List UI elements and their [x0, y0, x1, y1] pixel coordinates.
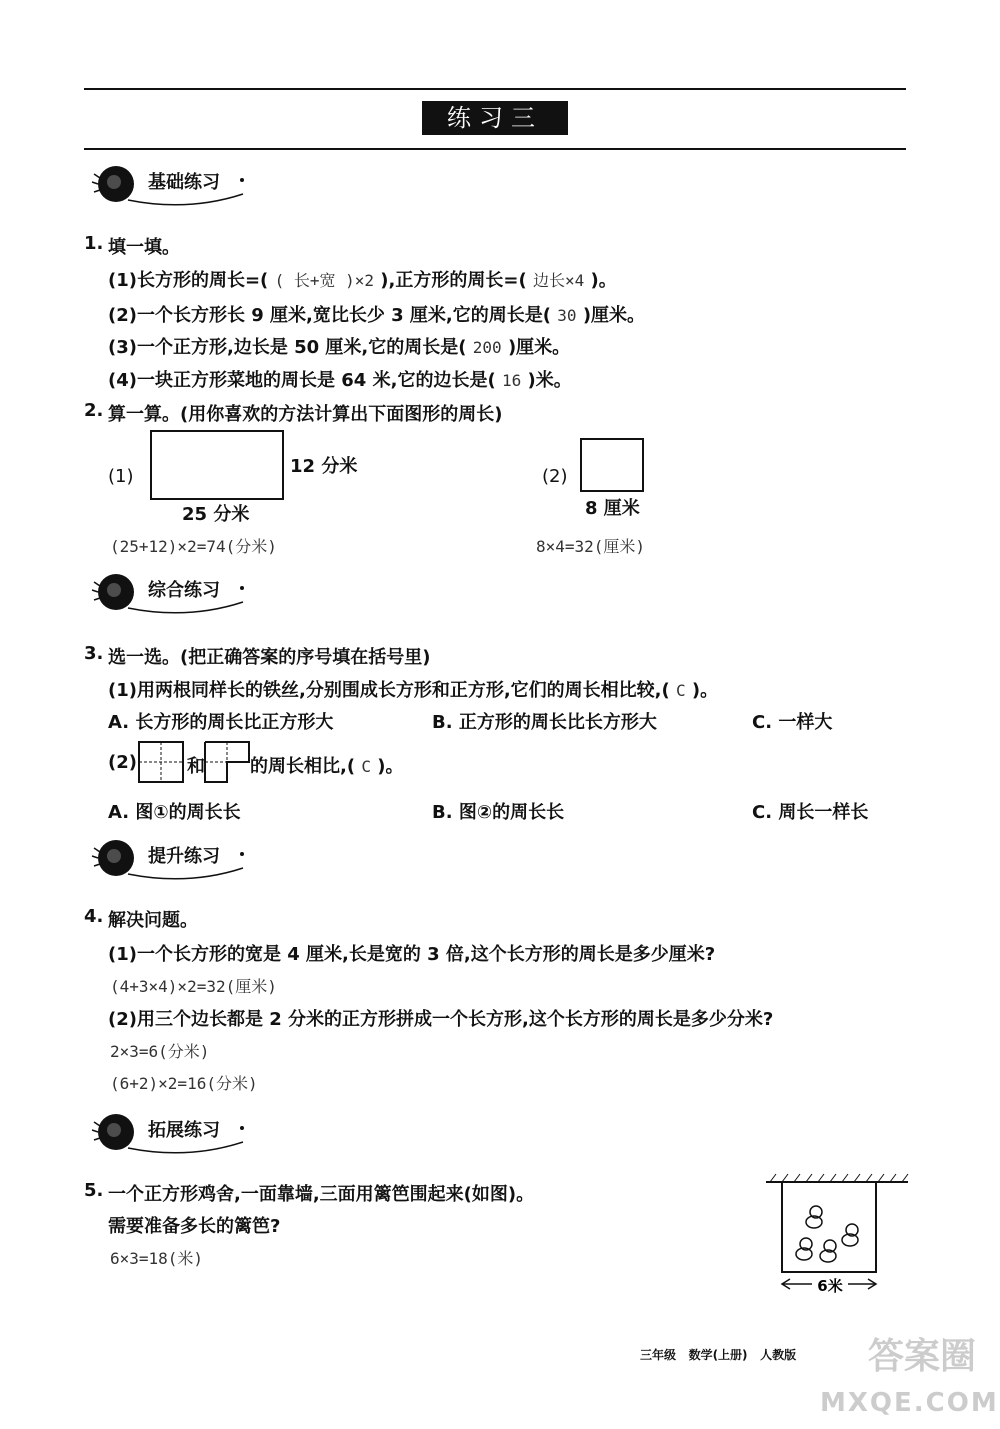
watermark-url: MXQE.COM	[820, 1388, 999, 1418]
title-rule	[84, 148, 906, 150]
chicken-coop-figure	[762, 1172, 912, 1302]
q3-p2-label: (2)	[108, 752, 137, 773]
section-header-improve	[88, 834, 258, 884]
q1-l2-text-a: (2)一个长方形长 9 厘米,宽比长少 3 厘米,它的周长是(	[108, 305, 551, 326]
sun-icon	[98, 840, 134, 876]
q1-l4-text-c: )米。	[527, 370, 572, 391]
top-rule	[84, 88, 906, 90]
q1-l1-text-a: (1)长方形的周长=(	[108, 270, 269, 291]
q2-fig1-answer: (25+12)×2=74(分米)	[110, 537, 277, 556]
q5-line-2: 需要准备多长的篱笆?	[108, 1216, 281, 1237]
q3-title: 选一选。(把正确答案的序号填在括号里)	[108, 647, 431, 668]
q3-part-2	[250, 752, 404, 778]
q3-p2-option-a: A. 图①的周长长	[108, 802, 241, 823]
q1-l1-text-b: ),正方形的周长=(	[380, 270, 527, 291]
section-header-extend	[88, 1108, 258, 1158]
q1-number: 1.	[84, 233, 104, 254]
page-title: 练习三	[422, 101, 568, 135]
q2-fig1-bottom-label: 25 分米	[182, 504, 250, 525]
q2-number: 2.	[84, 400, 104, 421]
q3-p2-answer: C	[361, 757, 371, 776]
q2-fig2-bottom-label: 8 厘米	[585, 498, 640, 519]
q3-part-1	[108, 676, 718, 702]
q1-l3-text-a: (3)一个正方形,边长是 50 厘米,它的周长是(	[108, 337, 467, 358]
q3-p2-option-b: B. 图②的周长长	[432, 802, 565, 823]
dot-icon	[240, 178, 244, 182]
footer-grade: 三年级	[640, 1348, 677, 1362]
q3-p2-option-c: C. 周长一样长	[752, 802, 869, 823]
dot-icon	[240, 586, 244, 590]
q3-p1-option-a: A. 长方形的周长比正方形大	[108, 712, 334, 733]
q2-fig1-label: (1)	[108, 466, 134, 487]
q2-fig1-side-label: 12 分米	[290, 456, 358, 477]
q3-p2-text: 的周长相比,(	[250, 756, 356, 777]
q1-l4-number: 64	[341, 370, 367, 391]
q4-part-1: (1)一个长方形的宽是 4 厘米,长是宽的 3 倍,这个长方形的周长是多少厘米?	[108, 944, 716, 965]
q2-title: 算一算。(用你喜欢的方法计算出下面图形的周长)	[108, 404, 503, 425]
sun-icon	[98, 574, 134, 610]
dot-icon	[240, 1126, 244, 1130]
q5-number: 5.	[84, 1180, 104, 1201]
q4-p1-answer: (4+3×4)×2=32(厘米)	[110, 977, 277, 996]
sun-icon	[98, 1114, 134, 1150]
q1-line-2	[108, 301, 645, 327]
q3-figure-1	[138, 741, 186, 785]
q1-l1-answer-1: ( 长+宽 )×2	[274, 271, 375, 290]
footer-info	[640, 1346, 796, 1363]
q3-p1-answer: C	[676, 681, 686, 700]
q1-line-3	[108, 333, 570, 359]
q4-part-2: (2)用三个边长都是 2 分米的正方形拼成一个长方形,这个长方形的周长是多少分米?	[108, 1009, 774, 1030]
q3-p1-option-c: C. 一样大	[752, 712, 833, 733]
q3-number: 3.	[84, 643, 104, 664]
coop-width-label: 6米	[817, 1277, 843, 1295]
q1-l3-answer: 200	[472, 338, 502, 357]
q2-fig2-label: (2)	[542, 466, 568, 487]
q1-l1-text-c: )。	[590, 270, 617, 291]
q1-l3-text-b: )厘米。	[507, 337, 571, 358]
q4-p2-answer-1: 2×3=6(分米)	[110, 1042, 210, 1061]
dot-icon	[240, 852, 244, 856]
q1-l4-answer: 16	[501, 371, 522, 390]
section-header-comprehensive	[88, 568, 258, 618]
q4-number: 4.	[84, 906, 104, 927]
section-header-basic	[88, 160, 258, 210]
watermark-logo	[868, 1328, 976, 1379]
q5-answer: 6×3=18(米)	[110, 1249, 204, 1268]
q4-title: 解决问题。	[108, 910, 198, 931]
q3-figure-2	[204, 741, 252, 785]
q3-p2-end: )。	[377, 756, 404, 777]
q2-fig2-square	[580, 438, 644, 492]
q1-line-4	[108, 366, 572, 392]
section-label: 综合练习	[148, 580, 220, 601]
q3-p2-and: 和	[187, 756, 205, 777]
q1-l1-answer-2: 边长×4	[532, 271, 585, 290]
q1-line-1	[108, 266, 617, 292]
q2-fig1-rectangle	[150, 430, 284, 500]
q3-p1-option-b: B. 正方形的周长比长方形大	[432, 712, 657, 733]
q3-p1-text: (1)用两根同样长的铁丝,分别围成长方形和正方形,它们的周长相比较,(	[108, 680, 670, 701]
section-label: 提升练习	[148, 846, 220, 867]
q1-title: 填一填。	[108, 237, 180, 258]
section-label: 基础练习	[148, 172, 220, 193]
q2-fig2-answer: 8×4=32(厘米)	[536, 537, 646, 556]
q1-l2-text-b: )厘米。	[582, 305, 646, 326]
q5-line-1: 一个正方形鸡舍,一面靠墙,三面用篱笆围起来(如图)。	[108, 1184, 535, 1205]
q1-l4-text-b: 米,它的边长是(	[372, 370, 496, 391]
watermark-text: 答案圈	[868, 1336, 977, 1377]
sun-icon	[98, 166, 134, 202]
q3-p1-end: )。	[691, 680, 719, 701]
q1-l4-text-a: (4)一块正方形菜地的周长是	[108, 370, 335, 391]
q1-l2-answer: 30	[557, 306, 577, 325]
section-label: 拓展练习	[148, 1120, 220, 1141]
q4-p2-answer-2: (6+2)×2=16(分米)	[110, 1074, 258, 1093]
footer-edition: 人教版	[760, 1348, 797, 1362]
footer-subject: 数学(上册)	[688, 1348, 748, 1362]
